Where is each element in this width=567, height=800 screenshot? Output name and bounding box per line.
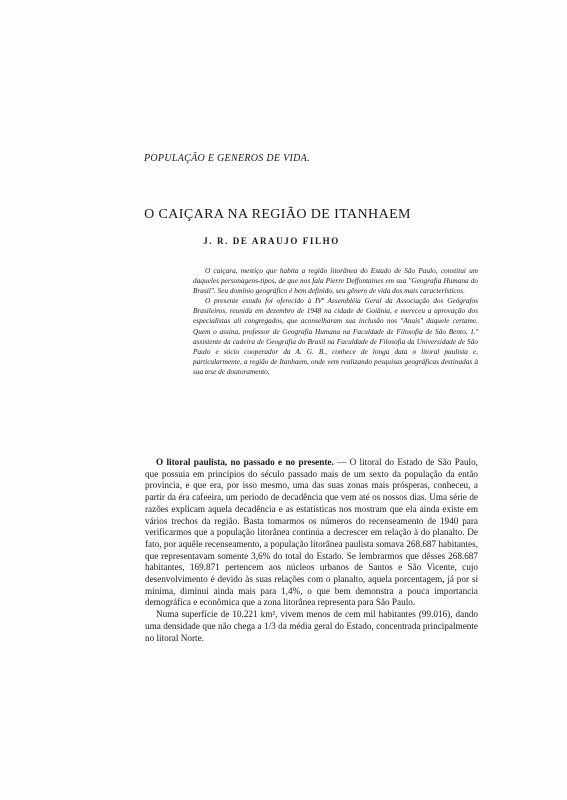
body-paragraph: Numa superfície de 10.221 km², vivem menos de cem mil habitantes (99.016), dando uma densidade que não chega a 1/3 da média geral do Estado, concentrada principalmente no litoral Norte. bbox=[145, 609, 478, 643]
section-header: POPULAÇÃO E GENEROS DE VIDA. bbox=[144, 153, 310, 164]
abstract-paragraph: O caiçara, mestiço que habita a região litorânea do Estado de São Paulo, constitui um daqueles personagens-tipos, de que nos fala Pierre Deffontaines em sua "Geografia Humana do Brasil". Seu domínio geográfico é bem definido, seu gênero de vida dos mais característicos. bbox=[193, 266, 478, 296]
article-title-row bbox=[0, 207, 567, 223]
abstract-paragraph: O presente estudo foi oferecido à IVª Assembléia Geral da Associação dos Geógrafos Brasileiros, reunida em dezembro de 1948 na cidade de Goiânia, e mereceu a aprovação dos especialistas ali congregados, que aconselharam sua inclusão nos "Anais" daquele certame. Quem o assina, professor de Geografia Humana na Faculdade de Filosofia de São Bento, 1.º assistente da cadeira de Geografia do Brasil na Faculdade de Filosofia da Universidade de São Paulo e sócio cooperador da A. G. B., conhece de longa data o litoral paulista e, particularmente, a região de Itanhaem, onde vem realizando pesquisas geográficas destinadas à sua tese de doutoramento. bbox=[193, 296, 478, 376]
author-row bbox=[0, 236, 567, 246]
body-paragraph-text: — O litoral do Estado de São Paulo, que possuia em princípios do século passado mais de um sexto da população da então província, e que era, por isso mesmo, uma das suas zonas mais prósperas, conheceu, a partir da éra cafeeira, um período de decadência que vem até os nossos dias. Uma série de razões explicam aquela decadência e as estatísticas nos mostram que ela ainda existe em vários trechos da região. Basta tomarmos os números do recenseamento de 1940 para verificarmos que a população litorânea continúa a decrescer em relação à do planalto. De fato, por aquêle recenseamento, a população litorânea paulista somava 268.687 habitantes, que representavam somente 3,6% do total do Estado. Se lembrarmos que dêsses 268.687 habitantes, 169.871 pertencem aos núcleos urbanos de Santos e São Vicente, cujo desenvolvimento é devido às suas relações com o planalto, aquela porcentagem, já por si mínima, diminui ainda mais para 1,4%, o que bem demonstra a pouca importancia demográfica e econômica que a zona litorânea representa para São Paulo. bbox=[145, 457, 478, 608]
section-lead-heading: O litoral paulista, no passado e no presente. bbox=[156, 457, 334, 467]
body-text bbox=[145, 457, 478, 644]
abstract bbox=[193, 266, 478, 377]
article-title: O CAIÇARA NA REGIÃO DE ITANHAEM bbox=[144, 207, 411, 222]
author-name: J. R. DE ARAUJO FILHO bbox=[203, 236, 340, 246]
body-paragraph bbox=[145, 457, 478, 609]
